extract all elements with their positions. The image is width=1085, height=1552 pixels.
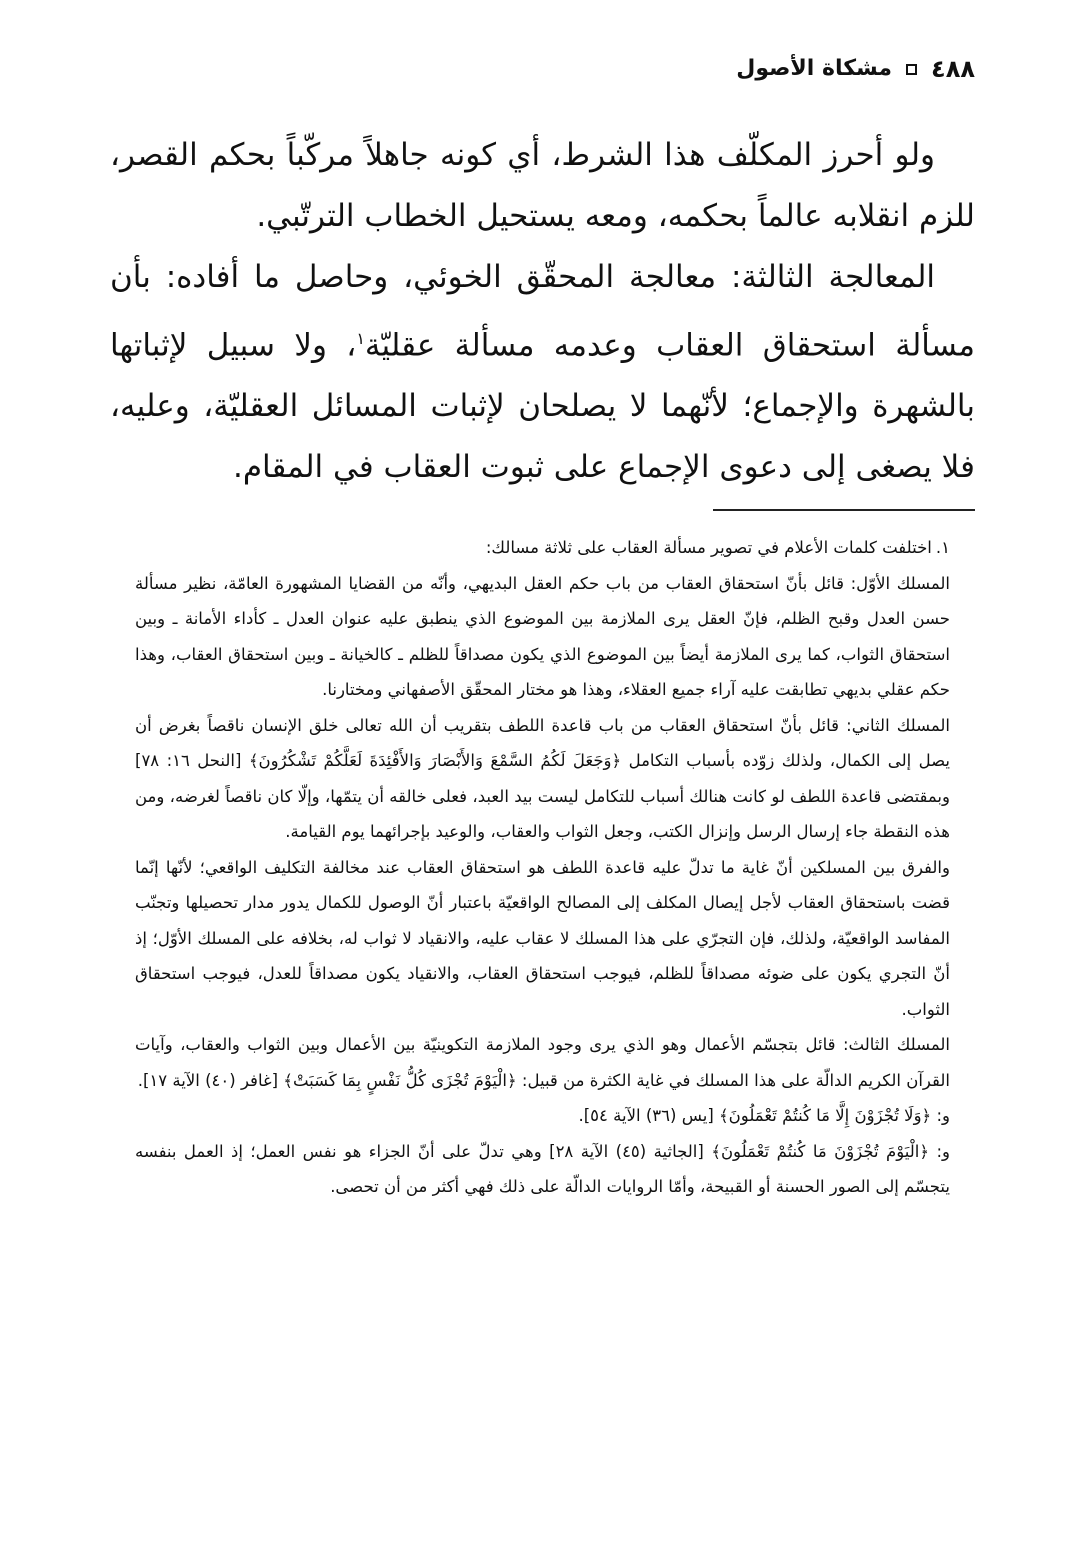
main-text xyxy=(110,125,975,498)
square-separator-icon xyxy=(906,64,917,75)
footnote-verse-3: و: ﴿الْيَوْمَ تُجْزَوْنَ مَا كُنتُمْ تَعْمَلُونَ﴾ [الجاثية (٤٥) الآية ٢٨] وهي تدلّ على أنّ الجزاء هو نفس العمل؛ إذ العمل بنفسه يتجسّم إلى الصور الحسنة أو القبيحة، وأمّا الروايات الدالّة على ذلك فهي أكثر من أن تحصى. xyxy=(135,1141,950,1196)
footnote-intro-text: اختلفت كلمات الأعلام في تصوير مسألة العقاب على ثلاثة مسالك: xyxy=(485,538,932,557)
footnote-label: ١. xyxy=(935,538,950,557)
paragraph-1: ولو أحرز المكلّف هذا الشرط، أي كونه جاهلاً مركّباً بحكم القصر، للزم انقلابه عالماً بحكمه، ومعه يستحيل الخطاب الترتّبي. xyxy=(110,137,975,234)
footnotes xyxy=(135,530,950,1205)
page-number: ٤٨٨ xyxy=(931,55,975,83)
footnote-path-3: المسلك الثالث: قائل بتجسّم الأعمال وهو الذي يرى وجود الملازمة التكوينيّة بين الأعمال وبين الثواب والعقاب، وآيات القرآن الكريم الدالّة على هذا المسلك في غاية الكثرة من قبيل: ﴿الْيَوْمَ تُجْزَى كُلُّ نَفْسٍ بِمَا كَسَبَتْ﴾ [غافر (٤٠) الآية ١٧]. xyxy=(135,1035,950,1090)
paragraph-2 xyxy=(110,247,975,498)
footnote-path-1: المسلك الأوّل: قائل بأنّ استحقاق العقاب من باب حكم العقل البديهي، وأنّه من القضايا المشهورة العامّة، نظير مسألة حسن العدل وقبح الظلم، فإنّ العقل يرى الملازمة بين الموضوع الذي ينطبق عليه عنوان العدل ـ كأداء الأمانة ـ وبين استحقاق الثواب، كما يرى الملازمة أيضاً بين الموضوع الذي يكون مصداقاً للظلم ـ كالخيانة ـ وبين استحقاق العقاب، وهذا حكم عقلي بديهي تطابقت عليه آراء جميع العقلاء، وهذا هو مختار المحقّق الأصفهاني ومختارنا. xyxy=(135,573,950,699)
footnote-verse-2: و: ﴿وَلَا تُجْزَوْنَ إِلَّا مَا كُنتُمْ تَعْمَلُونَ﴾ [يس (٣٦) الآية ٥٤]. xyxy=(578,1106,950,1125)
running-header xyxy=(736,52,975,86)
paragraph-2-text-a: المعالجة الثالثة: معالجة المحقّق الخوئي، وحاصل ما أفاده: بأن مسألة استحقاق العقاب وعدمه مسألة عقليّة xyxy=(110,259,975,364)
book-title: مشكاة الأصول xyxy=(736,56,893,81)
footnote-divider xyxy=(713,509,975,511)
paragraph-2-text-b: ، ولا سبيل لإثباتها بالشهرة والإجماع؛ لأنّهما لا يصلحان لإثبات المسائل العقليّة، وعليه، فلا يصغى إلى دعوى الإجماع على ثبوت العقاب في المقام. xyxy=(110,327,975,486)
footnote-path-2: المسلك الثاني: قائل بأنّ استحقاق العقاب من باب قاعدة اللطف بتقريب أن الله تعالى خلق الإنسان ناقصاً بغرض أن يصل إلى الكمال، ولذلك زوّده بأسباب التكامل ﴿وَجَعَلَ لَكُمُ السَّمْعَ وَالأَبْصَارَ وَالأَفْئِدَةَ لَعَلَّكُمْ تَشْكُرُونَ﴾ [النحل ١٦: ٧٨] وبمقتضى قاعدة اللطف لو كانت هنالك أسباب للتكامل ليست بيد العبد، فعلى خالقه أن يتمّها، وإلّا كان ناقصاً لغرضه، ومن هذه النقطة جاء إرسال الرسل وإنزال الكتب، وجعل الثواب والعقاب، والوعيد بإجرائهما يوم القيامة. xyxy=(135,715,950,841)
footnote-difference: والفرق بين المسلكين أنّ غاية ما تدلّ عليه قاعدة اللطف هو استحقاق العقاب عند مخالفة التكليف الواقعي؛ لأنّها إنّما قضت باستحقاق العقاب لأجل إيصال المكلف إلى المصالح الواقعيّة باعتبار أنّ الوصول للكمال يدور مدار تحصيلها وتجنّب المفاسد الواقعيّة، ولذلك، فإن التجرّي على هذا المسلك لا عقاب عليه، والانقياد لا ثواب له، بخلافه على المسلك الأوّل؛ إذ أنّ التجري يكون على ضوئه مصداقاً للظلم، فيوجب استحقاق العقاب، والانقياد يكون مصداقاً للعدل، فيوجب استحقاق الثواب. xyxy=(135,857,950,1019)
footnote-reference[interactable]: ١ xyxy=(356,329,365,348)
footnote-intro xyxy=(135,530,950,566)
